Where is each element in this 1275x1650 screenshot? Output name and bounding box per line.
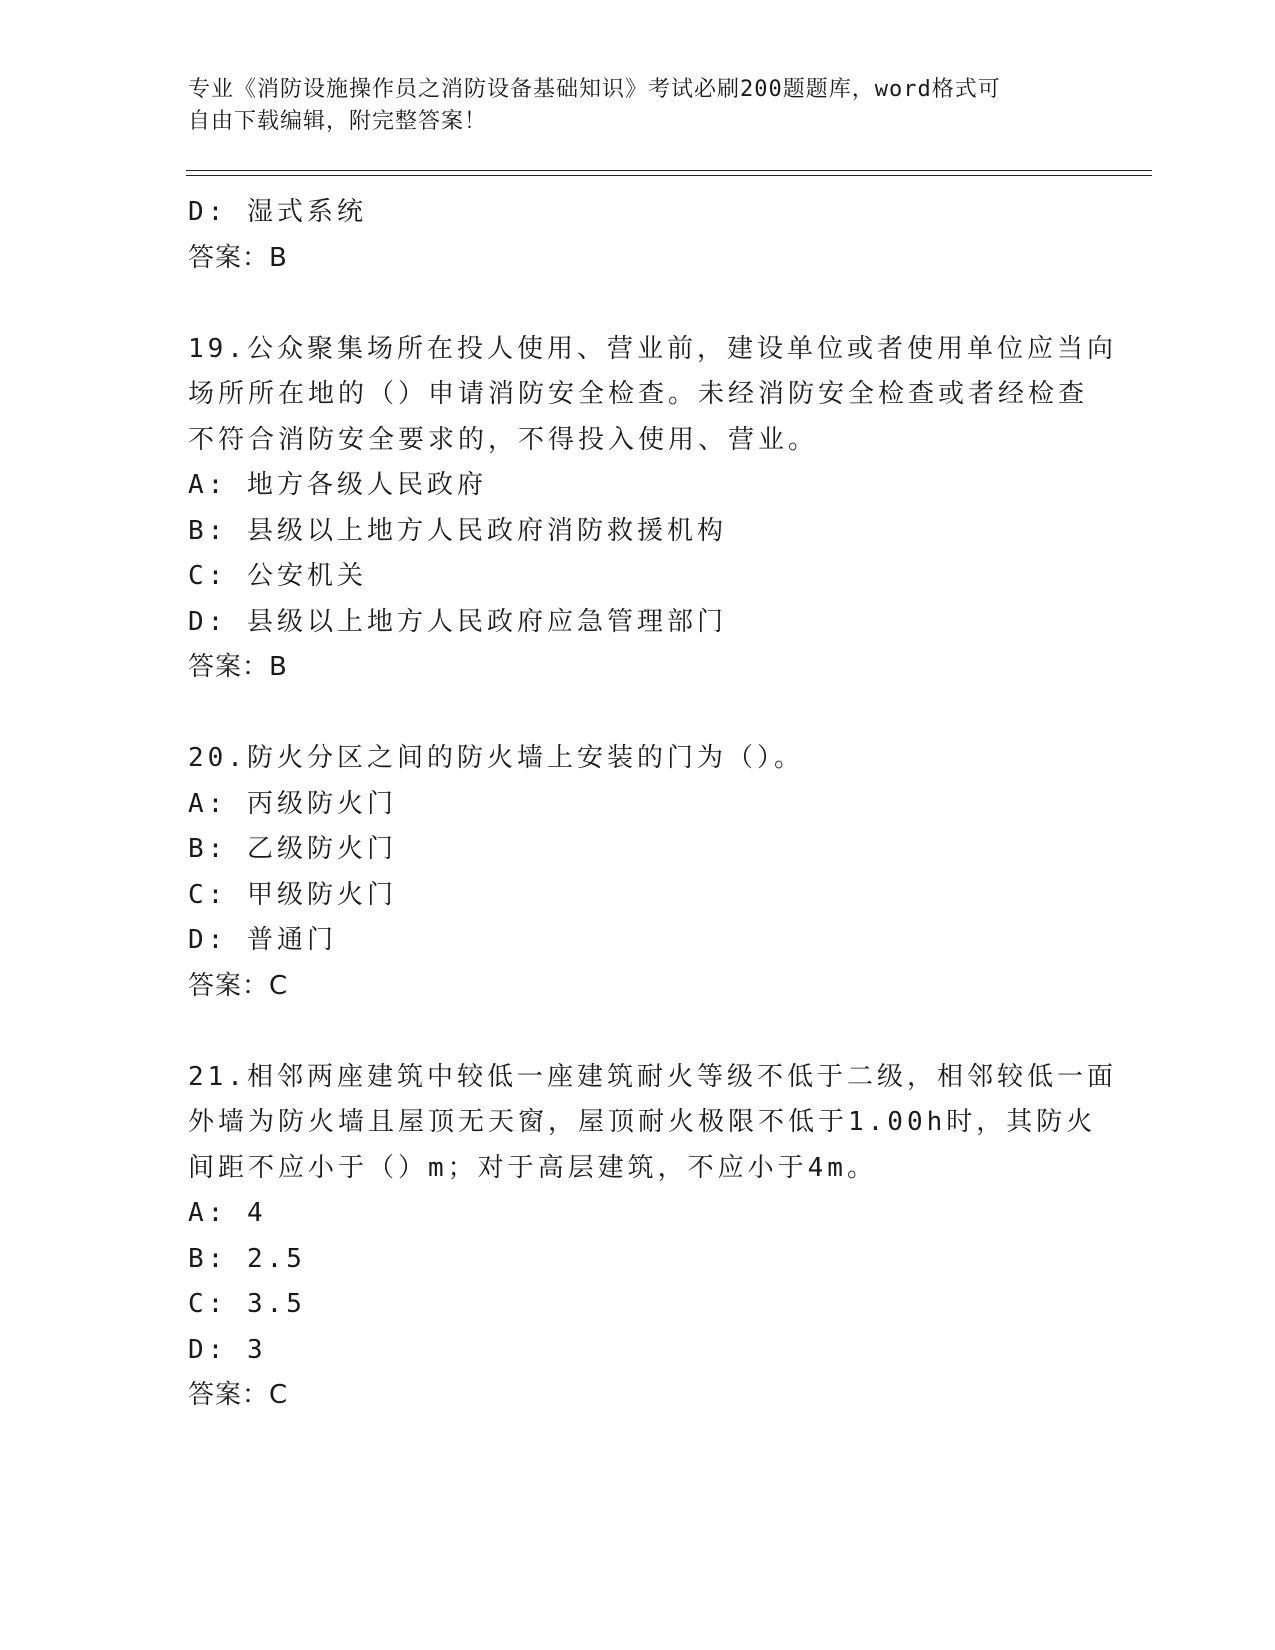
- question-text: [188, 1055, 1117, 1192]
- question-line: 21.相邻两座建筑中较低一座建筑耐火等级不低于二级，相邻较低一面: [188, 1061, 1117, 1092]
- question-line: 19.公众聚集场所在投人使用、营业前，建设单位或者使用单位应当向: [188, 333, 1117, 364]
- question-21: [188, 1055, 1117, 1419]
- question-text: [188, 736, 1088, 782]
- option-d: D: 3: [188, 1334, 267, 1365]
- header-line-1: 专业《消防设施操作员之消防设备基础知识》考试必刷200题题库，word格式可: [188, 77, 1001, 102]
- option-b: B: 县级以上地方人民政府消防救援机构: [188, 515, 727, 546]
- option-c: C: 公安机关: [188, 561, 367, 591]
- question-line: 场所所在地的（）申请消防安全检查。未经消防安全检查或者经检查: [188, 379, 1089, 409]
- option-c: C: 3.5: [188, 1289, 306, 1319]
- question-line: 不符合消防安全要求的，不得投入使用、营业。: [188, 424, 819, 455]
- question-text: [188, 327, 1117, 464]
- question-19: [188, 327, 1117, 691]
- header-line-2: 自由下载编辑，附完整答案！: [188, 109, 488, 134]
- answer-line: 答案：C: [188, 1380, 289, 1410]
- option-a: A: 地方各级人民政府: [188, 470, 487, 500]
- question-content: [188, 190, 1117, 1419]
- document-header: [188, 74, 1078, 138]
- option-d: D: 普通门: [188, 925, 337, 955]
- spacer: [188, 691, 1088, 737]
- spacer: [188, 1009, 1088, 1055]
- answer-line: 答案：C: [188, 970, 289, 1001]
- question-line: 20.防火分区之间的防火墙上安装的门为（）。: [188, 743, 804, 773]
- header-rule-bottom: [186, 175, 1152, 176]
- option-a: A: 4: [188, 1198, 267, 1228]
- question-line: 外墙为防火墙且屋顶无天窗，屋顶耐火极限不低于1.00h时，其防火: [188, 1107, 1097, 1137]
- option-c: C: 甲级防火门: [188, 879, 397, 910]
- option-d: D: 县级以上地方人民政府应急管理部门: [188, 606, 727, 637]
- option-b: B: 2.5: [188, 1243, 306, 1274]
- previous-question-tail: [188, 190, 1088, 281]
- answer-line: 答案：B: [188, 242, 288, 273]
- question-20: [188, 736, 1088, 1009]
- question-line: 间距不应小于（）m；对于高层建筑，不应小于4m。: [188, 1152, 877, 1183]
- spacer: [188, 281, 1088, 327]
- option-b: B: 乙级防火门: [188, 834, 397, 864]
- header-rule-top: [186, 170, 1152, 171]
- option-a: A: 丙级防火门: [188, 788, 397, 819]
- option-d: D: 湿式系统: [188, 197, 367, 227]
- answer-line: 答案：B: [188, 652, 288, 682]
